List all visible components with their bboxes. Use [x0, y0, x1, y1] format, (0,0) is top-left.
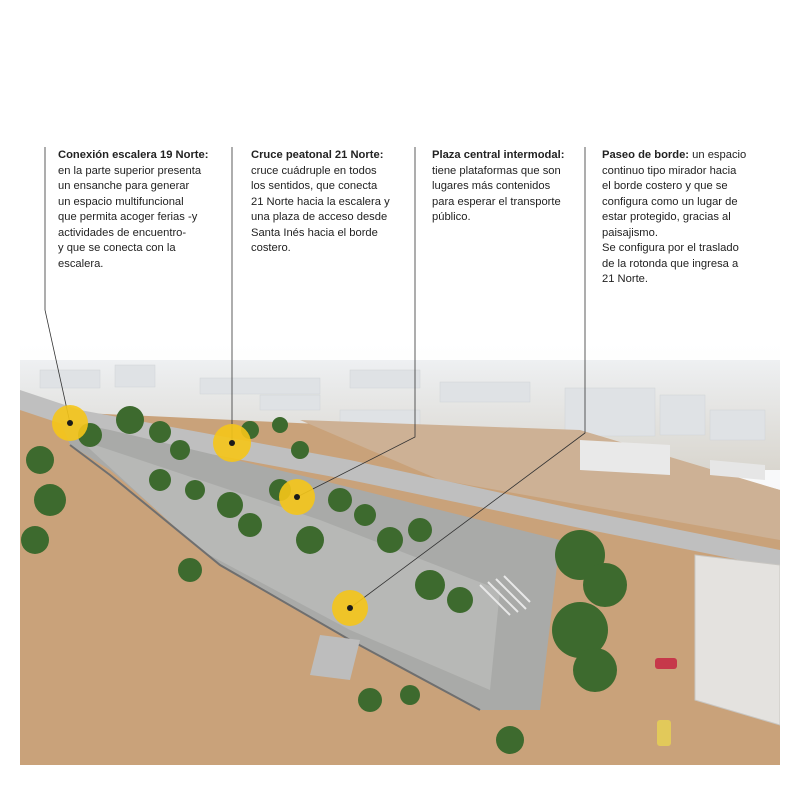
annotation-line: costero. [251, 242, 291, 254]
annotation-cruce-21-norte [251, 148, 411, 257]
annotation-line: los sentidos, que conecta [251, 180, 378, 192]
building-mid [580, 440, 670, 475]
annotation-line: de la rotonda que ingresa a [602, 257, 739, 270]
annotation-line: 21 Norte hacia la escalera y [251, 195, 390, 208]
annotation-line: cruce cuádruple en todos [251, 164, 377, 177]
annotation-line: actividades de encuentro- [58, 226, 187, 239]
annotation-line: en la parte superior presenta [58, 164, 202, 177]
annotation-line: tiene plataformas que son [432, 164, 561, 177]
annotation-escalera-19-norte [58, 148, 223, 272]
annotation-line: Se configura por el traslado [602, 242, 739, 254]
annotation-line: estar protegido, gracias al [602, 211, 731, 223]
annotation-line: una plaza de acceso desde [251, 211, 388, 223]
annotation-line: que permita acoger ferias -y [58, 211, 198, 223]
annotation-heading: Conexión escalera 19 Norte: [58, 149, 209, 161]
annotation-line: un espacio multifuncional [58, 195, 184, 208]
car-red [655, 658, 677, 669]
annotation-line: un espacio [689, 149, 747, 161]
car-yellow [657, 720, 671, 746]
annotation-line: para esperar el transporte [432, 195, 561, 208]
annotation-line: escalera. [58, 257, 104, 270]
annotation-line: el borde costero y que se [602, 180, 728, 192]
annotation-heading: Plaza central intermodal: [432, 149, 565, 161]
annotation-line: un ensanche para generar [58, 180, 190, 192]
annotation-plaza-intermodal [432, 148, 592, 226]
annotation-line: público. [432, 211, 471, 223]
building-right [695, 555, 780, 725]
annotation-line: y que se conecta con la [58, 242, 176, 254]
annotation-paseo-de-borde [602, 148, 782, 288]
annotation-line: 21 Norte. [602, 273, 649, 285]
annotation-line: lugares más contenidos [432, 180, 551, 192]
aerial-render [20, 340, 780, 765]
annotation-line: Santa Inés hacia el borde [251, 226, 378, 239]
annotation-line: configura como un lugar de [602, 195, 738, 208]
annotation-heading: Cruce peatonal 21 Norte: [251, 149, 384, 161]
annotation-line: continuo tipo mirador hacia [602, 164, 737, 177]
annotation-line: paisajismo. [602, 226, 658, 239]
aerial-render-illustration [20, 340, 780, 765]
annotation-heading: Paseo de borde: [602, 149, 690, 161]
